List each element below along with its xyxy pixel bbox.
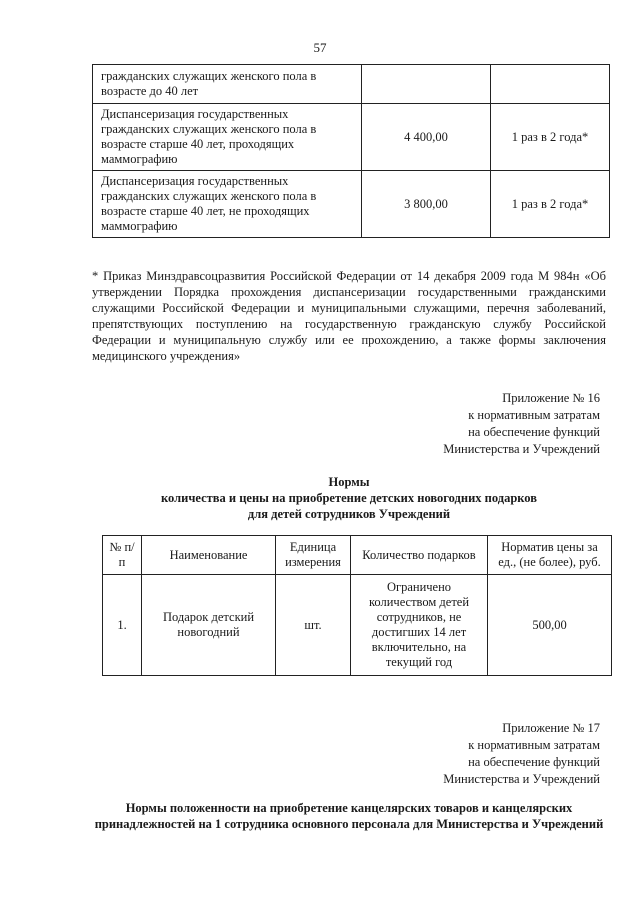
- row-number-cell: 1.: [103, 575, 142, 676]
- column-header-quantity: Количество подарков: [351, 536, 488, 575]
- exam-name-cell: гражданских служащих женского пола в возрасте до 40 лет: [93, 65, 362, 104]
- heading-line: Нормы: [328, 475, 370, 489]
- appendix-line: Министерства и Учреждений: [443, 442, 600, 456]
- table-row: [93, 171, 610, 238]
- page-number: 57: [313, 40, 327, 55]
- appendix-line: на обеспечение функций: [468, 755, 600, 769]
- column-header-price: Норматив цены за ед., (не более), руб.: [488, 536, 612, 575]
- exam-price-cell: 3 800,00: [362, 171, 491, 238]
- appendix-line: Приложение № 16: [502, 391, 600, 405]
- exam-frequency-cell: 1 раз в 2 года*: [491, 104, 610, 171]
- heading-line: для детей сотрудников Учреждений: [247, 507, 451, 521]
- appendix-line: к нормативным затратам: [468, 408, 600, 422]
- medical-exam-table: [92, 64, 610, 238]
- unit-cell: шт.: [276, 575, 351, 676]
- exam-name-cell: Диспансеризация государственных гражданских служащих женского пола в возрасте старше 40 лет, проходящих маммографию: [93, 104, 362, 171]
- heading-line: количества и цены на приобретение детских новогодних подарков: [160, 491, 537, 505]
- gifts-norms-table: [102, 535, 612, 676]
- column-header-unit: Единица измерения: [276, 536, 351, 575]
- table-row: [93, 104, 610, 171]
- appendix-line: Министерства и Учреждений: [443, 772, 600, 786]
- column-header-number: № п/п: [103, 536, 142, 575]
- exam-frequency-cell: [491, 65, 610, 104]
- appendix-line: Приложение № 17: [502, 721, 600, 735]
- exam-frequency-cell: 1 раз в 2 года*: [491, 171, 610, 238]
- gifts-norms-heading: [92, 474, 606, 522]
- appendix-line: на обеспечение функций: [468, 425, 600, 439]
- footnote: * Приказ Минздравсоцразвития Российской Федерации от 14 декабря 2009 года М 984н «Об утверждении Порядка прохождения диспансеризации государственными гражданскими служащими Российской Федерации и муниципальными служащими, перечня заболеваний, препятствующих поступлению на государственную гражданскую службу Российской Федерации и муниципальную службу или ее прохождению, а также формы заключения медицинского учреждения»: [92, 269, 606, 363]
- price-cell: 500,00: [488, 575, 612, 676]
- table-row: [103, 575, 612, 676]
- item-name-cell: Подарок детский новогодний: [142, 575, 276, 676]
- table-row: [93, 65, 610, 104]
- quantity-cell: Ограничено количеством детей сотрудников, не достигших 14 лет включительно, на текущий год: [351, 575, 488, 676]
- appendix-17-caption: [340, 720, 600, 788]
- stationery-norms-heading: Нормы положенности на приобретение канцелярских товаров и канцелярских принадлежностей на 1 сотрудника основного персонала для Министерства и Учреждений: [94, 801, 604, 831]
- exam-price-cell: [362, 65, 491, 104]
- exam-name-cell: Диспансеризация государственных гражданских служащих женского пола в возрасте старше 40 лет, не проходящих маммографию: [93, 171, 362, 238]
- appendix-line: к нормативным затратам: [468, 738, 600, 752]
- exam-price-cell: 4 400,00: [362, 104, 491, 171]
- table-header-row: [103, 536, 612, 575]
- appendix-16-caption: [340, 390, 600, 458]
- column-header-name: Наименование: [142, 536, 276, 575]
